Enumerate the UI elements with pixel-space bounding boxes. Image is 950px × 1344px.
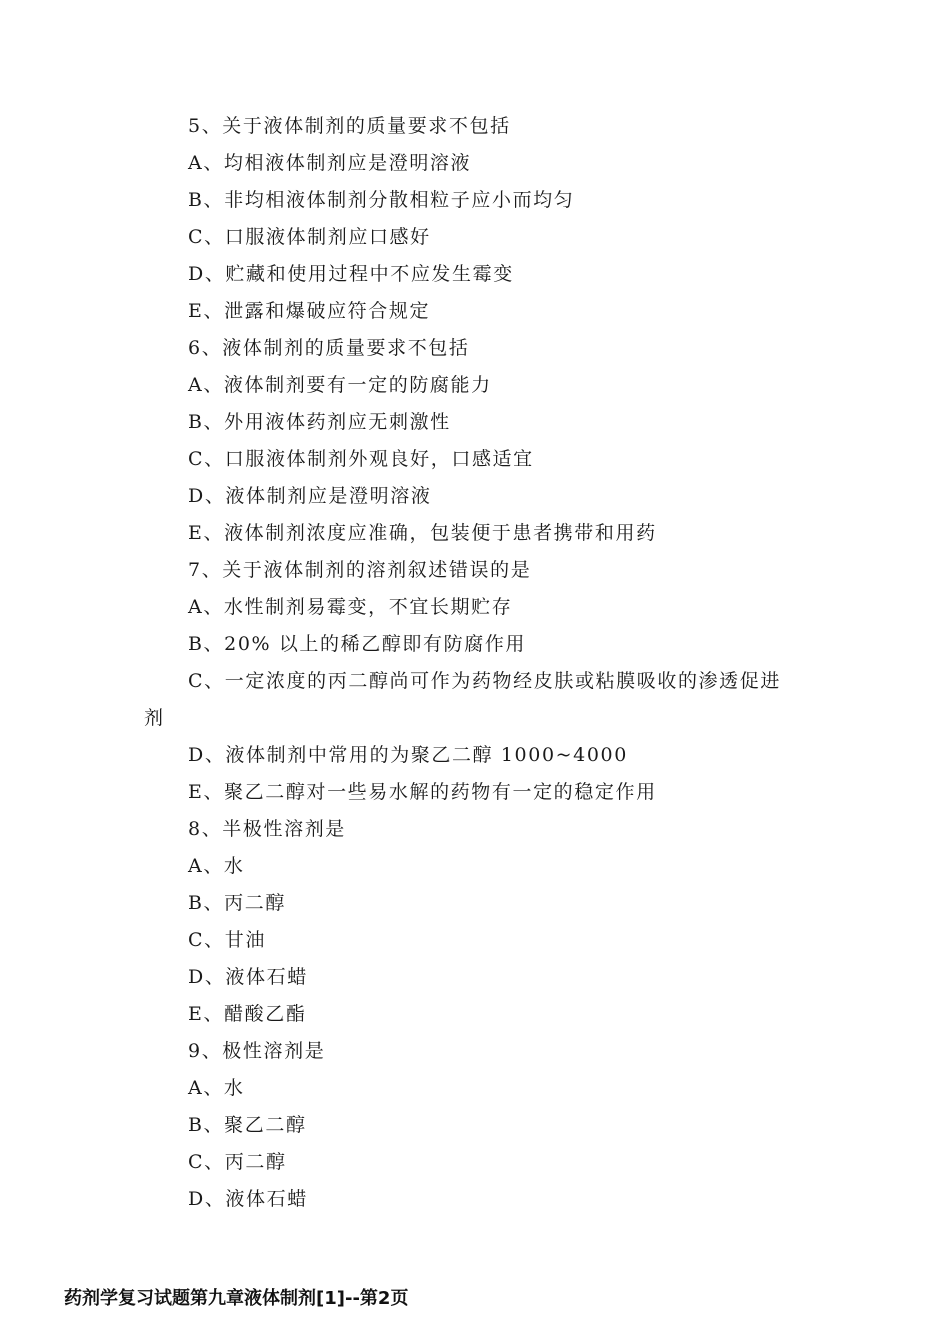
question-9-option-c: C、丙二醇: [188, 1151, 287, 1173]
question-8-option-d: D、液体石蜡: [188, 966, 308, 988]
question-5-option-a: A、均相液体制剂应是澄明溶液: [188, 152, 472, 174]
question-7-stem: 7、关于液体制剂的溶剂叙述错误的是: [188, 559, 532, 581]
question-6-option-b: B、外用液体药剂应无刺激性: [188, 411, 451, 433]
question-5-stem: 5、关于液体制剂的质量要求不包括: [188, 115, 511, 137]
question-7-option-d: D、液体制剂中常用的为聚乙二醇 1000~4000: [188, 744, 628, 766]
question-8-option-c: C、甘油: [188, 929, 266, 951]
question-8-option-a: A、水: [188, 855, 245, 877]
question-6-option-d: D、液体制剂应是澄明溶液: [188, 485, 432, 507]
question-6-option-e: E、液体制剂浓度应准确，包装便于患者携带和用药: [188, 522, 657, 544]
question-8-stem: 8、半极性溶剂是: [188, 818, 346, 840]
question-6-option-a: A、液体制剂要有一定的防腐能力: [188, 374, 492, 396]
question-5-option-b: B、非均相液体制剂分散相粒子应小而均匀: [188, 189, 575, 211]
question-text-block: [144, 108, 828, 1218]
question-6-option-c: C、口服液体制剂外观良好，口感适宜: [188, 448, 534, 470]
question-5-option-e: E、泄露和爆破应符合规定: [188, 300, 431, 322]
question-5-option-c: C、口服液体制剂应口感好: [188, 226, 431, 248]
question-8-option-b: B、丙二醇: [188, 892, 286, 914]
question-9-stem: 9、极性溶剂是: [188, 1040, 326, 1062]
question-9-option-b: B、聚乙二醇: [188, 1114, 307, 1136]
question-7-option-e: E、聚乙二醇对一些易水解的药物有一定的稳定作用: [188, 781, 657, 803]
question-7-option-c: C、一定浓度的丙二醇尚可作为药物经皮肤或粘膜吸收的渗透促进: [188, 670, 781, 692]
question-6-stem: 6、液体制剂的质量要求不包括: [188, 337, 470, 359]
question-5-option-d: D、贮藏和使用过程中不应发生霉变: [188, 263, 514, 285]
question-7-option-b: B、20% 以上的稀乙醇即有防腐作用: [188, 633, 527, 655]
question-7-option-a: A、水性制剂易霉变，不宜长期贮存: [188, 596, 513, 618]
page-footer: 药剂学复习试题第九章液体制剂[1]--第2页: [64, 1288, 409, 1309]
question-8-option-e: E、醋酸乙酯: [188, 1003, 307, 1025]
question-7-option-c-continuation: 剂: [144, 707, 165, 729]
question-9-option-a: A、水: [188, 1077, 245, 1099]
question-9-option-d: D、液体石蜡: [188, 1188, 308, 1210]
